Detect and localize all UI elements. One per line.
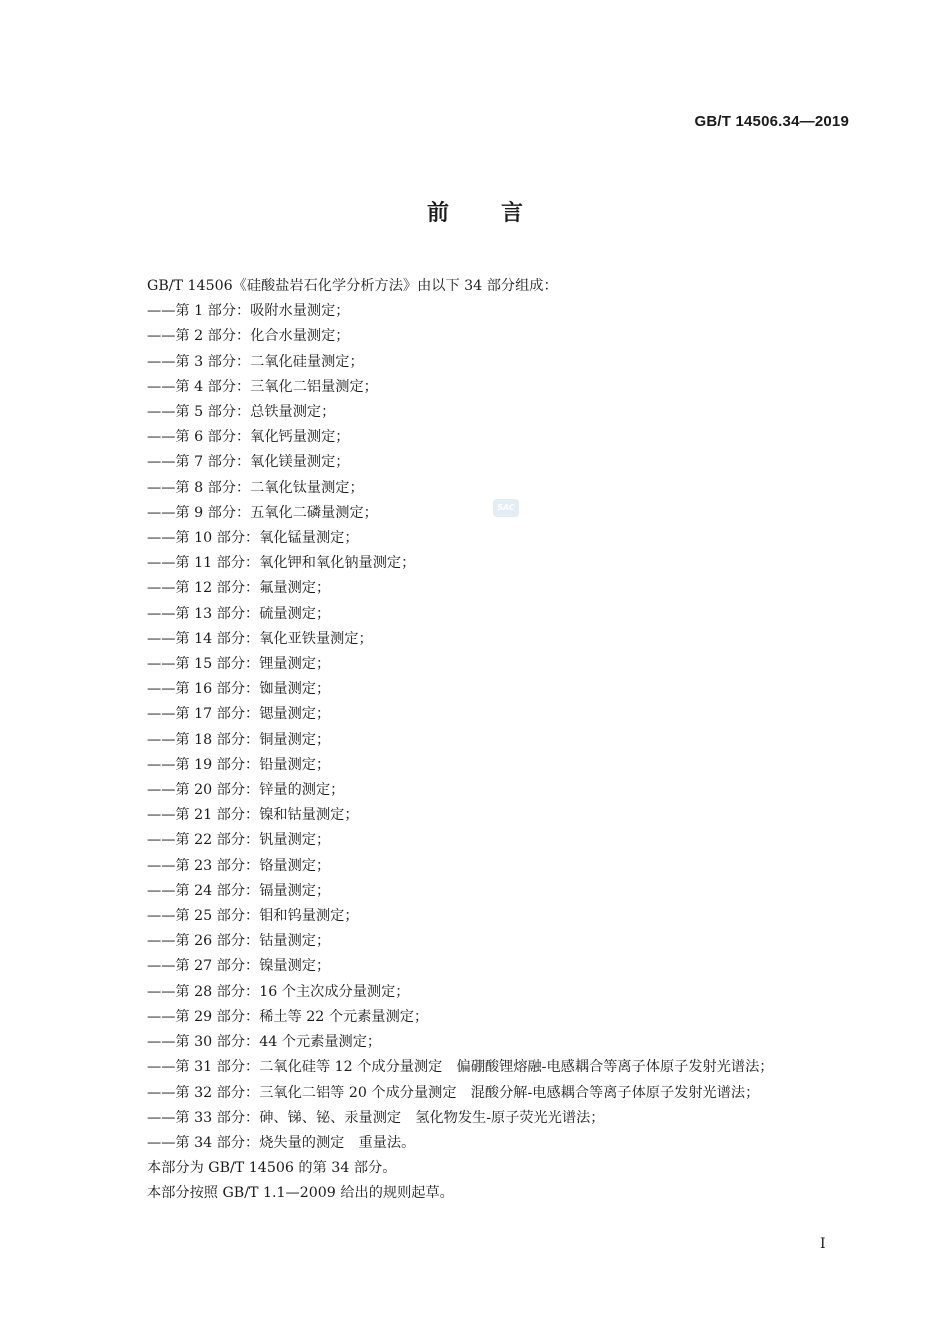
list-item: ——第 3 部分：二氧化硅量测定； [147,353,364,370]
list-item: ——第 6 部分：氧化钙量测定； [147,429,350,446]
list-item: ——第 27 部分：镍量测定； [147,958,331,975]
page-title: 前言 [426,201,575,226]
list-item: ——第 19 部分：铅量测定； [147,756,331,773]
list-item: ——第 33 部分：砷、锑、铋、汞量测定 氢化物发生-原子荧光光谱法； [147,1109,605,1126]
list-item: ——第 1 部分：吸附水量测定； [147,303,350,320]
closing-paragraph-1: 本部分为 GB/T 14506 的第 34 部分。 [147,1160,397,1177]
list-item: ——第 20 部分：锌量的测定； [147,782,345,799]
list-item: ——第 24 部分：镉量测定； [147,882,331,899]
foreword-body [147,274,852,1207]
list-item: ——第 11 部分：氧化钾和氧化钠量测定； [147,555,416,572]
list-item: ——第 26 部分：钴量测定； [147,933,331,950]
list-item: ——第 17 部分：锶量测定； [147,706,331,723]
list-item: ——第 29 部分：稀土等 22 个元素量测定； [147,1008,429,1025]
intro-paragraph: GB/T 14506《硅酸盐岩石化学分析方法》由以下 34 部分组成： [147,278,558,294]
parts-list [147,299,852,1156]
sac-watermark-logo: SAC [493,499,519,517]
list-item: ——第 16 部分：铷量测定； [147,681,331,698]
closing-paragraph-2: 本部分按照 GB/T 1.1—2009 给出的规则起草。 [147,1185,454,1202]
list-item: ——第 23 部分：铬量测定； [147,857,331,874]
list-item: ——第 9 部分：五氧化二磷量测定； [147,504,378,521]
list-item: ——第 15 部分：锂量测定； [147,656,331,673]
list-item: ——第 8 部分：二氧化钛量测定； [147,479,364,496]
list-item: ——第 30 部分：44 个元素量测定； [147,1034,382,1051]
list-item: ——第 18 部分：铜量测定； [147,731,331,748]
standard-code: GB/T 14506.34—2019 [694,113,849,130]
list-item: ——第 31 部分：二氧化硅等 12 个成分量测定 偏硼酸锂熔融-电感耦合等离子体原子发射光谱法； [147,1059,774,1076]
list-item: ——第 28 部分：16 个主次成分量测定； [147,983,410,1000]
list-item: ——第 14 部分：氧化亚铁量测定； [147,630,373,647]
list-item: ——第 32 部分：三氧化二铝等 20 个成分量测定 混酸分解-电感耦合等离子体原子发射光谱法； [147,1084,760,1101]
list-item: ——第 34 部分：烧失量的测定 重量法。 [147,1134,416,1151]
list-item: ——第 25 部分：钼和钨量测定； [147,908,359,925]
list-item: ——第 2 部分：化合水量测定； [147,328,350,345]
list-item: ——第 21 部分：镍和钴量测定； [147,807,359,824]
list-item: ——第 10 部分：氧化锰量测定； [147,530,359,547]
list-item: ——第 4 部分：三氧化二铝量测定； [147,378,378,395]
list-item: ——第 5 部分：总铁量测定； [147,404,336,421]
list-item: ——第 7 部分：氧化镁量测定； [147,454,350,471]
list-item: ——第 13 部分：硫量测定； [147,605,331,622]
page-number: I [820,1236,826,1252]
list-item: ——第 22 部分：钒量测定； [147,832,331,849]
list-item: ——第 12 部分：氟量测定； [147,580,331,597]
